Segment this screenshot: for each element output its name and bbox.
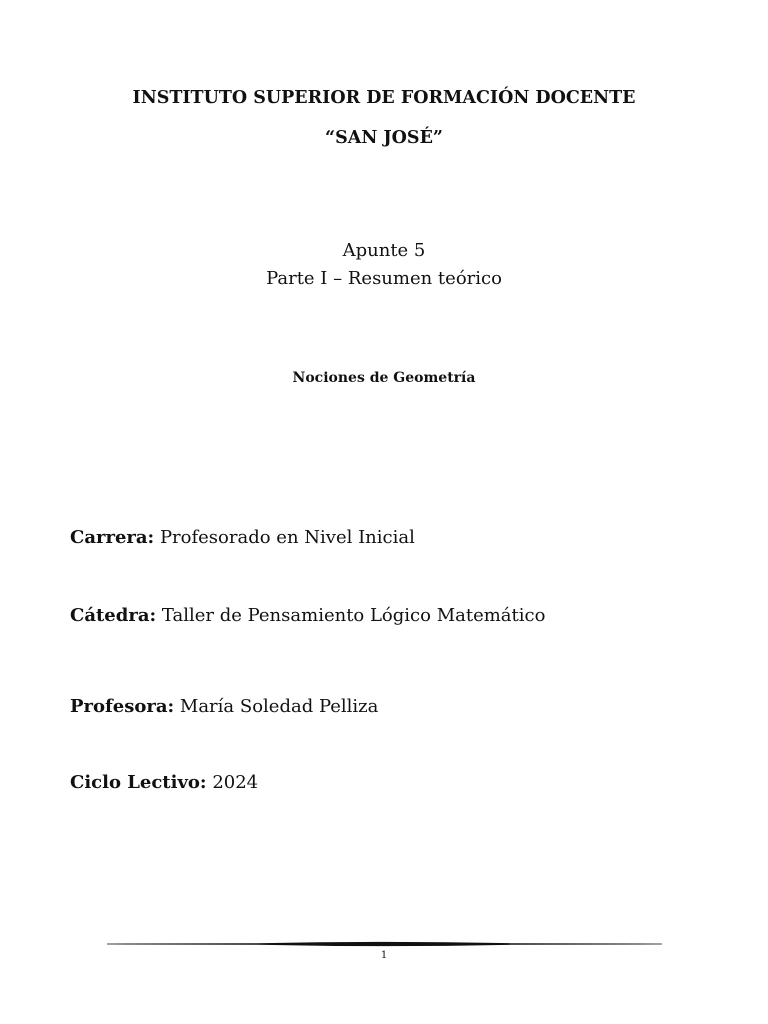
catedra-label: Cátedra: [70, 605, 157, 626]
ciclo-field [70, 772, 258, 793]
carrera-value: Profesorado en Nivel Inicial [159, 527, 415, 548]
carrera-field [70, 527, 415, 548]
carrera-label: Carrera: [70, 527, 155, 548]
ciclo-value: 2024 [212, 772, 259, 793]
profesora-field [70, 696, 378, 717]
document-subtitle: Parte I – Resumen teórico [266, 268, 502, 289]
institution-name: “SAN JOSÉ” [325, 128, 443, 148]
institution-title: INSTITUTO SUPERIOR DE FORMACIÓN DOCENTE [132, 88, 636, 108]
catedra-value: Taller de Pensamiento Lógico Matemático [161, 605, 546, 626]
document-topic: Nociones de Geometría [292, 370, 476, 386]
footer-divider [107, 940, 662, 948]
catedra-field [70, 605, 545, 626]
profesora-value: María Soledad Pelliza [179, 696, 379, 717]
page-number: 1 [380, 950, 388, 961]
document-title: Apunte 5 [342, 240, 426, 261]
profesora-label: Profesora: [70, 696, 175, 717]
ciclo-label: Ciclo Lectivo: [70, 772, 207, 793]
